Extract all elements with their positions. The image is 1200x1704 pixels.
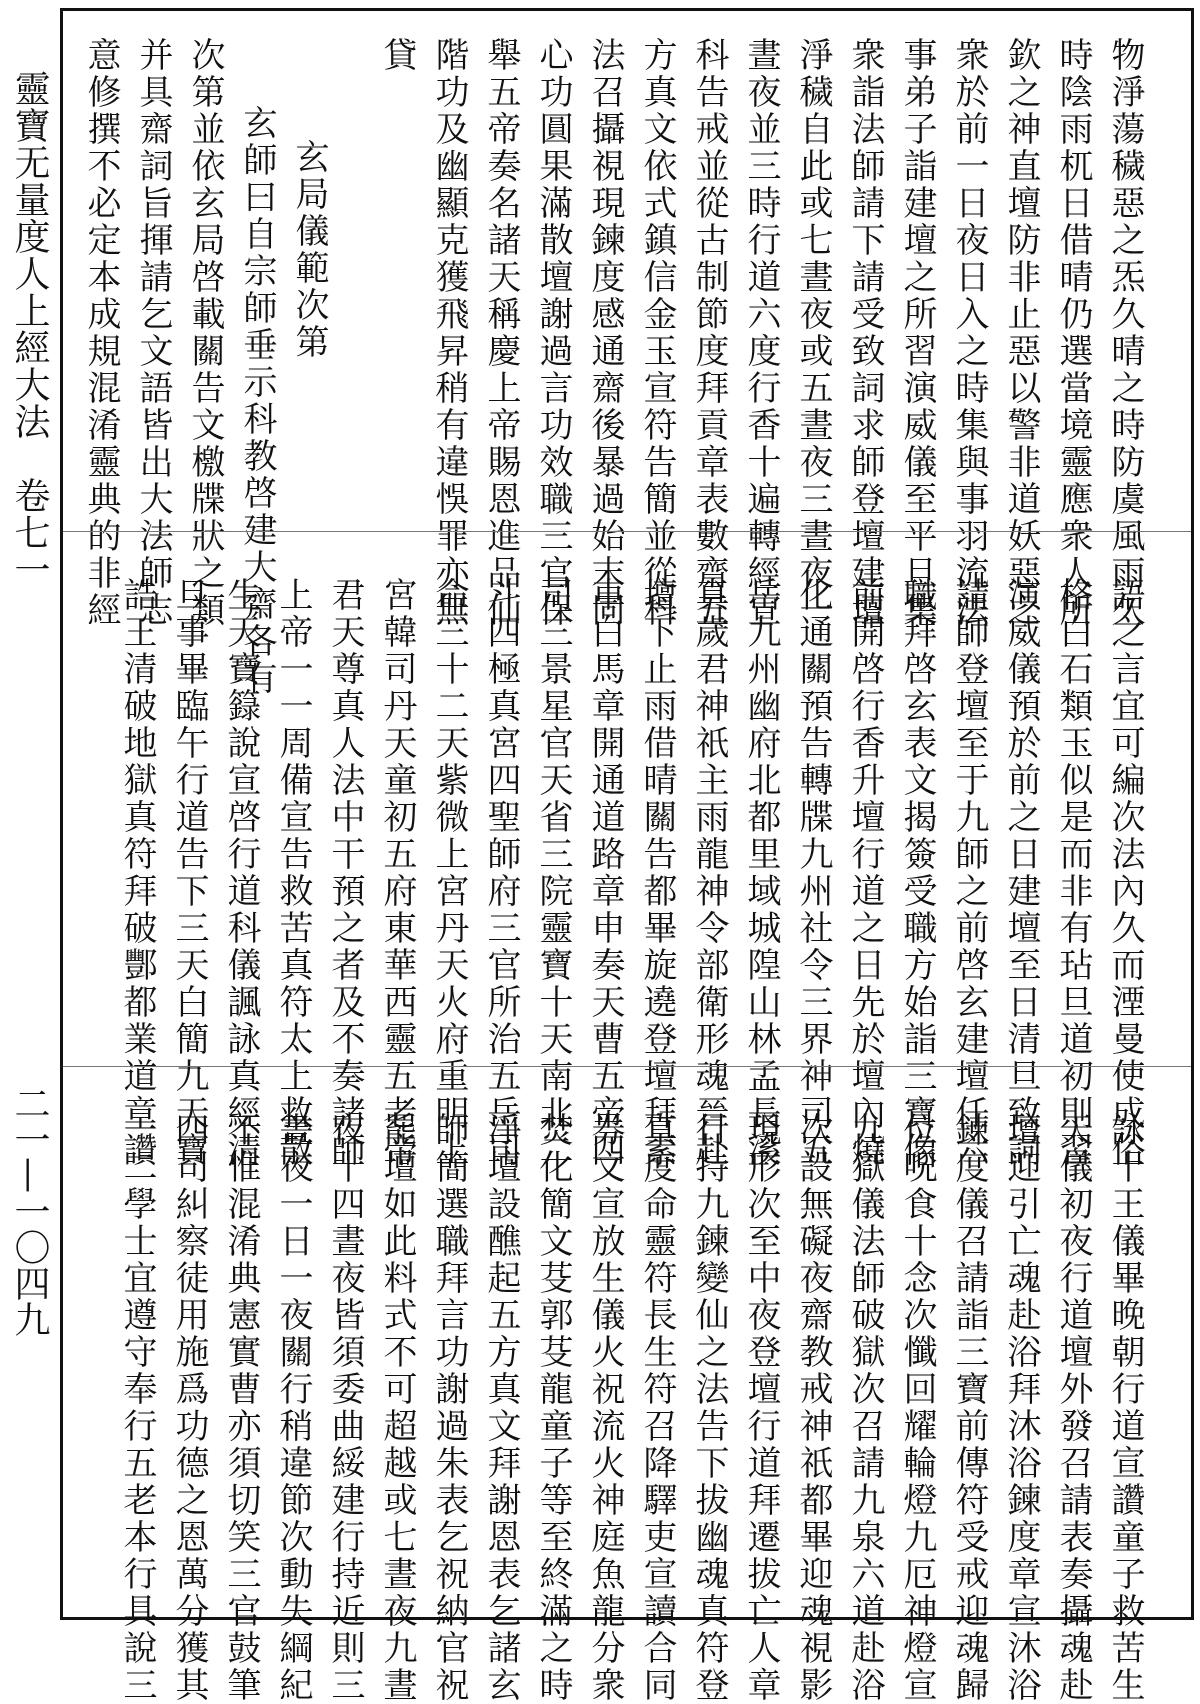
text-column: 晝夜並三時行道六度行香十遍轉經宣 [741, 37, 781, 629]
text-column: 并具齋詞旨揮請乞文語皆出大法師志 [133, 37, 173, 629]
register-middle [63, 551, 1191, 1169]
text-column: 語之言宜可編次法內久而湮曼使成俗 [1105, 577, 1145, 1169]
text-column: 化通關預告轉牒九州社令三界神司五 [793, 577, 833, 1169]
text-column: 不惟混淆典憲實曹亦須切笑三官鼓筆 [221, 1112, 261, 1704]
text-column: 前開啓行香升壇行道之日先於壇內燒 [845, 577, 885, 1169]
register-divider [63, 1066, 1191, 1067]
text-column: 位呪食十念次懺回耀輪燈九厄神燈宣 [897, 1112, 937, 1704]
text-column: 焚化簡文芟郭芟龍童子等至終滿之時 [533, 1112, 573, 1704]
text-column: 君天尊真人法中干預之者及不奏諸師 [325, 577, 365, 1169]
running-title: 靈寶无量度人上經大法 卷七一 [9, 70, 50, 588]
text-column: 命三十二天紫微上宮丹天火府重明上 [429, 577, 469, 1169]
text-column: 師簡選職拜言功謝過朱表乞祝納官祝 [429, 1112, 469, 1704]
text-column: 請師登壇至于九師之前啓玄建壇任六 [949, 577, 989, 1169]
text-column: 車白馬章開通道路章申奏天曹五帝四 [585, 577, 625, 1169]
text-column: 演威儀預於前之日建壇至日清旦致詞 [1001, 577, 1041, 1169]
text-column: 天儀初夜行道壇外發召請表奏攝魂赴 [1053, 1112, 1093, 1704]
text-column: 斗四極真宮四聖師府三官所治五岳司 [481, 577, 521, 1169]
text-column: 次第並依玄局啓載關告文檄牒狀之類 [185, 37, 225, 629]
text-column: 罷壇如此料式不可超越或七晝夜九晝 [377, 1112, 417, 1704]
text-column: 行持九鍊變仙之法告下拔幽魂真符登 [689, 1112, 729, 1704]
text-column: 宮韓司丹天童初五府東華西靈五老帝 [377, 577, 417, 1169]
text-column: 真歲君神祇主雨龍神令部衛形魂晉赴 [689, 577, 729, 1169]
register-top [63, 11, 1191, 697]
register-divider [63, 531, 1191, 532]
text-column: 科告戒並從古制節度拜貢章表數齋五 [689, 37, 729, 629]
text-column: 次設無礙夜齋教戒神祇都畢迎魂視影 [793, 1112, 833, 1704]
text-column: 玄師曰自宗師垂示科教啓建大齋各有 [237, 105, 277, 697]
text-column: 淨穢自此或七晝夜或五晝夜三晝夜一 [793, 37, 833, 629]
text-column: 物淨蕩穢惡之炁久晴之時防虞風雨久 [1105, 37, 1145, 629]
text-column: 方真文依式鎮信金玉宣符告簡並從科 [637, 37, 677, 629]
text-column [335, 37, 371, 523]
text-column: 時陰雨杌日借晴仍選當境靈應衆人所 [1053, 37, 1093, 629]
text-column: 階功及幽顯克獲飛昇稍有違悞罪亦無 [429, 37, 469, 629]
text-column: 上帝一一周備宣告救苦真符太上救散 [273, 577, 313, 1169]
text-column: 舉五帝奏名諸天稱慶上帝賜恩進品仙 [481, 37, 521, 629]
text-column: 事弟子詣建壇之所習演威儀至平旦集 [897, 37, 937, 629]
text-column: 四司糾察徒用施爲功德之恩萬分獲其 [169, 1112, 209, 1704]
text-column: 九獄儀法師破獄次召請九泉六道赴浴 [845, 1112, 885, 1704]
text-column: 現形次至中夜登壇行道拜遷拔亡人章 [741, 1112, 781, 1704]
text-column: 格白石類玉似是而非有玷旦道初則習 [1053, 577, 1093, 1169]
text-column: 壇下止雨借晴關告都畢旋遶登壇拜素 [637, 577, 677, 1169]
text-column: 生天寶籙說宣啓行道科儀諷詠真經清 [221, 577, 261, 1169]
text-column: 誥王清破地獄真符拜破酆都業道章讚 [117, 577, 157, 1169]
text-column: 券文宣放生儀火祝流火神庭魚龍分衆 [585, 1112, 625, 1704]
text-column: 心功圓果滿散壇謝過言功效職三官保 [533, 37, 573, 629]
register-bottom [63, 1086, 1191, 1704]
page-frame [60, 8, 1194, 1704]
text-column: 衆於前一日夜日入之時集與事羽流法 [949, 37, 989, 629]
text-column: 詠十王儀畢晚朝行道宣讚童子救苦生 [1105, 1112, 1145, 1704]
text-column: 衆詣法師請下請受致詞求師登壇建壇 [845, 37, 885, 629]
text-column: 一二學士宜遵守奉行五老本行具說三 [117, 1112, 157, 1704]
page-number: 二一—一〇四九 [9, 1085, 50, 1337]
text-column: 職拜啓玄表文揭簽受職方始詣三寶像 [897, 577, 937, 1169]
text-column: 鍊度儀召請詣三寶前傳符受戒迎魂歸 [949, 1112, 989, 1704]
text-column: 壇迎引亡魂赴浴拜沐浴鍊度章宣沐浴 [1001, 1112, 1041, 1704]
text-column: 意修撰不必定本成規混淆靈典的非經 [81, 37, 121, 629]
text-column: 貸 [377, 37, 417, 74]
section-heading: 玄局儀範次第 [289, 139, 329, 361]
text-column: 法召攝視現鍊度感通齋後暴過始末同 [585, 37, 625, 629]
text-column: 真度命靈符長生符召降驛吏宣讀合同 [637, 1112, 677, 1704]
text-column: 岳九州幽府北都里域城隍山林孟長溪 [741, 577, 781, 1169]
text-column: 淨壇設醮起五方真文拜謝恩表乞諸玄 [481, 1112, 521, 1704]
text-column: 夜十四晝夜皆須委曲綏建行持近則三 [325, 1112, 365, 1704]
text-column: 司三景星官天省三院靈寶十天南北二 [533, 577, 573, 1169]
text-column: 旦事畢臨午行道告下三天白簡九天寶 [169, 577, 209, 1169]
text-column: 欽之神直壇防非止惡以警非道妖惡之 [1001, 37, 1041, 629]
text-column: 晝夜一日一夜關行稍違節次動失綱紀 [273, 1112, 313, 1704]
